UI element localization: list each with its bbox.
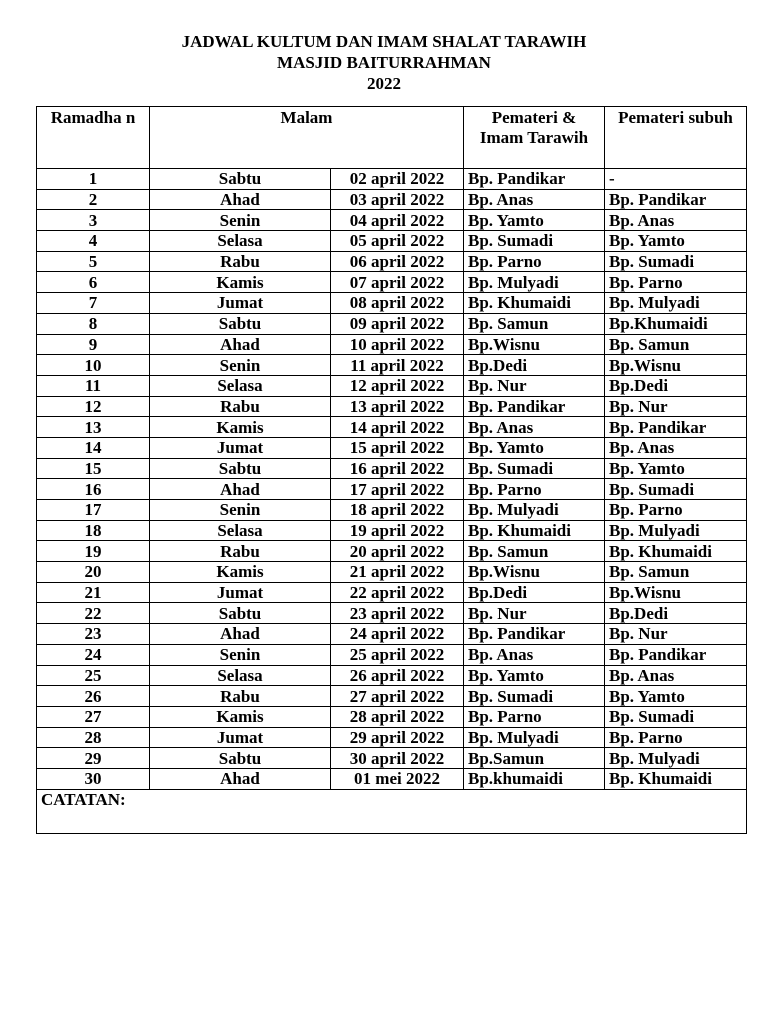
header-ramadhan: Ramadha n: [37, 107, 150, 169]
table-row: [37, 251, 747, 272]
cell-date: 20 april 2022: [331, 541, 464, 562]
cell-pemateri-imam: Bp. Yamto: [464, 665, 605, 686]
cell-pemateri-imam: Bp. Khumaidi: [464, 520, 605, 541]
cell-weekday: Senin: [150, 500, 331, 521]
cell-pemateri-subuh: Bp. Yamto: [605, 458, 747, 479]
cell-pemateri-subuh: Bp. Mulyadi: [605, 520, 747, 541]
table-row: [37, 437, 747, 458]
cell-weekday: Kamis: [150, 417, 331, 438]
cell-pemateri-imam: Bp. Pandikar: [464, 624, 605, 645]
cell-weekday: Rabu: [150, 541, 331, 562]
table-row: [37, 603, 747, 624]
cell-ramadhan-day: 10: [37, 355, 150, 376]
cell-date: 01 mei 2022: [331, 768, 464, 789]
cell-ramadhan-day: 2: [37, 189, 150, 210]
cell-ramadhan-day: 9: [37, 334, 150, 355]
cell-date: 04 april 2022: [331, 210, 464, 231]
table-row: [37, 727, 747, 748]
document-title: [0, 31, 768, 94]
table-row: [37, 169, 747, 190]
cell-date: 09 april 2022: [331, 313, 464, 334]
cell-pemateri-imam: Bp. Pandikar: [464, 396, 605, 417]
cell-pemateri-subuh: -: [605, 169, 747, 190]
cell-ramadhan-day: 18: [37, 520, 150, 541]
cell-ramadhan-day: 3: [37, 210, 150, 231]
cell-pemateri-subuh: Bp. Mulyadi: [605, 748, 747, 769]
cell-date: 21 april 2022: [331, 562, 464, 583]
cell-weekday: Ahad: [150, 479, 331, 500]
cell-date: 02 april 2022: [331, 169, 464, 190]
cell-ramadhan-day: 5: [37, 251, 150, 272]
cell-ramadhan-day: 1: [37, 169, 150, 190]
cell-weekday: Rabu: [150, 396, 331, 417]
cell-date: 11 april 2022: [331, 355, 464, 376]
cell-pemateri-imam: Bp. Anas: [464, 644, 605, 665]
table-body: [37, 169, 747, 790]
cell-date: 15 april 2022: [331, 437, 464, 458]
table-row: [37, 768, 747, 789]
cell-ramadhan-day: 11: [37, 375, 150, 396]
table-row: [37, 210, 747, 231]
cell-pemateri-subuh: Bp.Wisnu: [605, 582, 747, 603]
cell-date: 07 april 2022: [331, 272, 464, 293]
cell-weekday: Jumat: [150, 582, 331, 603]
cell-ramadhan-day: 30: [37, 768, 150, 789]
cell-pemateri-subuh: Bp. Pandikar: [605, 189, 747, 210]
cell-pemateri-imam: Bp.Samun: [464, 748, 605, 769]
cell-date: 13 april 2022: [331, 396, 464, 417]
cell-weekday: Jumat: [150, 437, 331, 458]
table-row: [37, 272, 747, 293]
header-pemateri-subuh: Pemateri subuh: [605, 107, 747, 169]
cell-weekday: Ahad: [150, 334, 331, 355]
cell-weekday: Senin: [150, 210, 331, 231]
cell-pemateri-subuh: Bp. Samun: [605, 562, 747, 583]
cell-pemateri-imam: Bp. Yamto: [464, 210, 605, 231]
cell-pemateri-imam: Bp. Samun: [464, 541, 605, 562]
cell-weekday: Ahad: [150, 189, 331, 210]
cell-date: 08 april 2022: [331, 293, 464, 314]
cell-date: 17 april 2022: [331, 479, 464, 500]
title-line-2: MASJID BAITURRAHMAN: [277, 53, 491, 72]
cell-pemateri-subuh: Bp. Pandikar: [605, 644, 747, 665]
cell-pemateri-imam: Bp. Sumadi: [464, 686, 605, 707]
table-row: [37, 582, 747, 603]
cell-pemateri-imam: Bp. Parno: [464, 251, 605, 272]
cell-pemateri-subuh: Bp.Dedi: [605, 375, 747, 396]
cell-weekday: Rabu: [150, 686, 331, 707]
cell-date: 27 april 2022: [331, 686, 464, 707]
cell-weekday: Ahad: [150, 768, 331, 789]
cell-ramadhan-day: 20: [37, 562, 150, 583]
cell-weekday: Kamis: [150, 706, 331, 727]
cell-weekday: Sabtu: [150, 603, 331, 624]
cell-date: 03 april 2022: [331, 189, 464, 210]
table-row: [37, 375, 747, 396]
cell-pemateri-imam: Bp.Dedi: [464, 582, 605, 603]
cell-pemateri-imam: Bp. Mulyadi: [464, 727, 605, 748]
cell-ramadhan-day: 21: [37, 582, 150, 603]
cell-pemateri-imam: Bp. Sumadi: [464, 231, 605, 252]
cell-pemateri-subuh: Bp. Nur: [605, 396, 747, 417]
cell-pemateri-subuh: Bp. Anas: [605, 437, 747, 458]
cell-weekday: Kamis: [150, 562, 331, 583]
cell-date: 25 april 2022: [331, 644, 464, 665]
cell-ramadhan-day: 28: [37, 727, 150, 748]
cell-ramadhan-day: 12: [37, 396, 150, 417]
cell-weekday: Sabtu: [150, 169, 331, 190]
cell-date: 29 april 2022: [331, 727, 464, 748]
cell-ramadhan-day: 14: [37, 437, 150, 458]
cell-pemateri-subuh: Bp. Yamto: [605, 686, 747, 707]
cell-pemateri-subuh: Bp. Nur: [605, 624, 747, 645]
cell-date: 22 april 2022: [331, 582, 464, 603]
cell-date: 16 april 2022: [331, 458, 464, 479]
cell-ramadhan-day: 8: [37, 313, 150, 334]
cell-pemateri-subuh: Bp. Sumadi: [605, 251, 747, 272]
cell-pemateri-subuh: Bp. Yamto: [605, 231, 747, 252]
cell-pemateri-imam: Bp.Wisnu: [464, 334, 605, 355]
cell-ramadhan-day: 29: [37, 748, 150, 769]
cell-pemateri-subuh: Bp. Khumaidi: [605, 541, 747, 562]
cell-ramadhan-day: 25: [37, 665, 150, 686]
cell-pemateri-subuh: Bp. Pandikar: [605, 417, 747, 438]
title-line-1: JADWAL KULTUM DAN IMAM SHALAT TARAWIH: [181, 32, 587, 51]
cell-pemateri-subuh: Bp.Khumaidi: [605, 313, 747, 334]
cell-pemateri-subuh: Bp. Anas: [605, 210, 747, 231]
cell-weekday: Selasa: [150, 231, 331, 252]
cell-pemateri-subuh: Bp. Anas: [605, 665, 747, 686]
catatan-row: [37, 789, 747, 833]
cell-date: 24 april 2022: [331, 624, 464, 645]
cell-weekday: Selasa: [150, 375, 331, 396]
header-malam: Malam: [150, 107, 464, 169]
table-row: [37, 458, 747, 479]
cell-pemateri-imam: Bp. Anas: [464, 417, 605, 438]
cell-pemateri-imam: Bp. Samun: [464, 313, 605, 334]
cell-ramadhan-day: 22: [37, 603, 150, 624]
cell-ramadhan-day: 13: [37, 417, 150, 438]
cell-ramadhan-day: 17: [37, 500, 150, 521]
table-row: [37, 500, 747, 521]
cell-weekday: Sabtu: [150, 748, 331, 769]
cell-weekday: Ahad: [150, 624, 331, 645]
table-row: [37, 417, 747, 438]
cell-ramadhan-day: 4: [37, 231, 150, 252]
cell-date: 26 april 2022: [331, 665, 464, 686]
cell-ramadhan-day: 15: [37, 458, 150, 479]
cell-pemateri-imam: Bp. Yamto: [464, 437, 605, 458]
cell-pemateri-subuh: Bp. Mulyadi: [605, 293, 747, 314]
table-row: [37, 396, 747, 417]
table-row: [37, 313, 747, 334]
cell-ramadhan-day: 16: [37, 479, 150, 500]
cell-date: 30 april 2022: [331, 748, 464, 769]
cell-pemateri-subuh: Bp.Dedi: [605, 603, 747, 624]
cell-pemateri-imam: Bp. Sumadi: [464, 458, 605, 479]
cell-date: 28 april 2022: [331, 706, 464, 727]
cell-pemateri-subuh: Bp. Parno: [605, 500, 747, 521]
cell-date: 06 april 2022: [331, 251, 464, 272]
table-row: [37, 355, 747, 376]
cell-ramadhan-day: 27: [37, 706, 150, 727]
table-row: [37, 479, 747, 500]
cell-weekday: Jumat: [150, 293, 331, 314]
table-row: [37, 189, 747, 210]
cell-pemateri-imam: Bp. Mulyadi: [464, 500, 605, 521]
schedule-table: [36, 106, 747, 834]
table-row: [37, 541, 747, 562]
table-header-row: [37, 107, 747, 169]
table-row: [37, 686, 747, 707]
cell-pemateri-imam: Bp. Nur: [464, 603, 605, 624]
cell-pemateri-imam: Bp.Dedi: [464, 355, 605, 376]
cell-date: 10 april 2022: [331, 334, 464, 355]
table-row: [37, 334, 747, 355]
cell-pemateri-imam: Bp. Khumaidi: [464, 293, 605, 314]
table-row: [37, 665, 747, 686]
cell-date: 14 april 2022: [331, 417, 464, 438]
cell-weekday: Sabtu: [150, 313, 331, 334]
cell-ramadhan-day: 19: [37, 541, 150, 562]
cell-ramadhan-day: 26: [37, 686, 150, 707]
cell-ramadhan-day: 7: [37, 293, 150, 314]
cell-weekday: Kamis: [150, 272, 331, 293]
cell-pemateri-imam: Bp. Pandikar: [464, 169, 605, 190]
header-pemateri-imam: Pemateri & Imam Tarawih: [464, 107, 605, 169]
cell-weekday: Rabu: [150, 251, 331, 272]
cell-pemateri-imam: Bp.Wisnu: [464, 562, 605, 583]
cell-date: 18 april 2022: [331, 500, 464, 521]
cell-pemateri-imam: Bp. Mulyadi: [464, 272, 605, 293]
cell-pemateri-imam: Bp. Parno: [464, 479, 605, 500]
table-row: [37, 624, 747, 645]
cell-pemateri-subuh: Bp. Khumaidi: [605, 768, 747, 789]
title-line-3: 2022: [367, 74, 401, 93]
cell-weekday: Jumat: [150, 727, 331, 748]
cell-pemateri-subuh: Bp.Wisnu: [605, 355, 747, 376]
table-row: [37, 520, 747, 541]
cell-pemateri-imam: Bp. Nur: [464, 375, 605, 396]
cell-pemateri-subuh: Bp. Samun: [605, 334, 747, 355]
cell-pemateri-subuh: Bp. Parno: [605, 727, 747, 748]
cell-ramadhan-day: 6: [37, 272, 150, 293]
cell-pemateri-imam: Bp. Parno: [464, 706, 605, 727]
table-row: [37, 293, 747, 314]
cell-date: 05 april 2022: [331, 231, 464, 252]
table-row: [37, 644, 747, 665]
cell-date: 23 april 2022: [331, 603, 464, 624]
cell-ramadhan-day: 24: [37, 644, 150, 665]
cell-weekday: Selasa: [150, 520, 331, 541]
cell-weekday: Senin: [150, 644, 331, 665]
table-row: [37, 231, 747, 252]
cell-pemateri-imam: Bp.khumaidi: [464, 768, 605, 789]
table-row: [37, 748, 747, 769]
cell-weekday: Sabtu: [150, 458, 331, 479]
cell-pemateri-subuh: Bp. Sumadi: [605, 479, 747, 500]
table-row: [37, 562, 747, 583]
catatan-label: CATATAN:: [37, 789, 747, 833]
cell-weekday: Senin: [150, 355, 331, 376]
cell-date: 19 april 2022: [331, 520, 464, 541]
cell-pemateri-imam: Bp. Anas: [464, 189, 605, 210]
cell-date: 12 april 2022: [331, 375, 464, 396]
cell-weekday: Selasa: [150, 665, 331, 686]
cell-pemateri-subuh: Bp. Sumadi: [605, 706, 747, 727]
cell-pemateri-subuh: Bp. Parno: [605, 272, 747, 293]
cell-ramadhan-day: 23: [37, 624, 150, 645]
table-row: [37, 706, 747, 727]
